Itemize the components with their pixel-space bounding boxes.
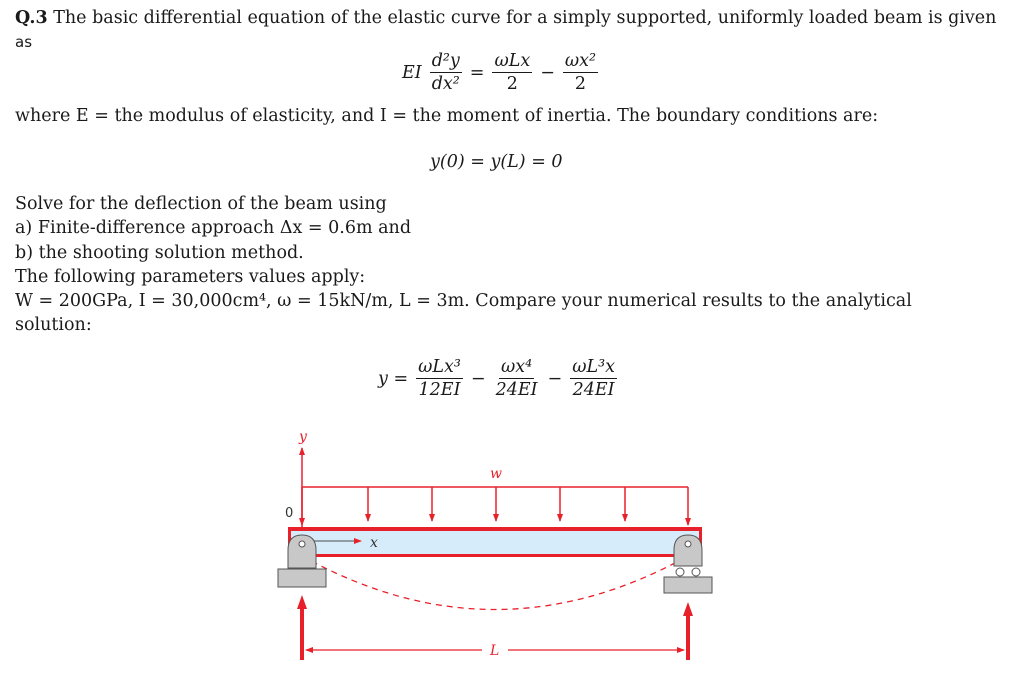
distributed-load — [302, 487, 688, 525]
y-axis-label: y — [299, 429, 307, 445]
part-b: b) the shooting solution method. — [15, 243, 304, 263]
question-number: Q.3 — [15, 8, 48, 28]
eq1-term2-num: ωx² — [564, 51, 597, 71]
load-label: w — [490, 466, 502, 482]
analytical-minus1: − — [470, 368, 486, 389]
deflection-curve — [302, 556, 688, 610]
question-intro-text: The basic differential equation of the elastic curve for a simply supported, uniformly loaded beam is given — [53, 8, 997, 28]
analytical-term1-num: ωLx³ — [418, 357, 461, 377]
solve-line: Solve for the deflection of the beam using — [15, 194, 387, 214]
eq1-lhs-num: d²y — [431, 51, 460, 71]
origin-label: 0 — [285, 506, 294, 521]
analytical-minus2: − — [547, 368, 563, 389]
span-label: L — [490, 643, 500, 659]
beam — [288, 527, 702, 557]
params-line: W = 200GPa, I = 30,000cm⁴, ω = 15kN/m, L = 3m. Compare your numerical results to the analytical — [15, 291, 912, 311]
eq1-minus: − — [540, 62, 555, 83]
params-intro: The following parameters values apply: — [15, 267, 366, 287]
analytical-term1-den: 12EI — [418, 380, 461, 400]
eq1-lhs-den: dx² — [431, 74, 460, 94]
where-line: where E = the modulus of elasticity, and I = the moment of inertia. The boundary conditions are: — [15, 106, 879, 126]
eq1-lhs-coef: EI — [402, 62, 422, 83]
x-axis-label: x — [370, 535, 378, 551]
analytical-term3-num: ωL³x — [572, 357, 615, 377]
analytical-term3-den: 24EI — [572, 380, 615, 400]
analytical-term2-den: 24EI — [495, 380, 538, 400]
analytical-term2-num: ωx⁴ — [500, 357, 533, 377]
eq1-term1-den: 2 — [506, 74, 518, 94]
boundary-conditions: y(0) = y(L) = 0 — [430, 152, 563, 172]
part-a: a) Finite-difference approach Δx = 0.6m and — [15, 218, 412, 238]
analytical-lhs: y = — [378, 368, 409, 389]
question-intro-cont: as — [15, 33, 33, 51]
eq1-term2-den: 2 — [574, 74, 587, 94]
params-cont: solution: — [15, 315, 92, 335]
eq1-equals: = — [469, 62, 485, 83]
eq1-term1-num: ωLx — [494, 51, 531, 71]
